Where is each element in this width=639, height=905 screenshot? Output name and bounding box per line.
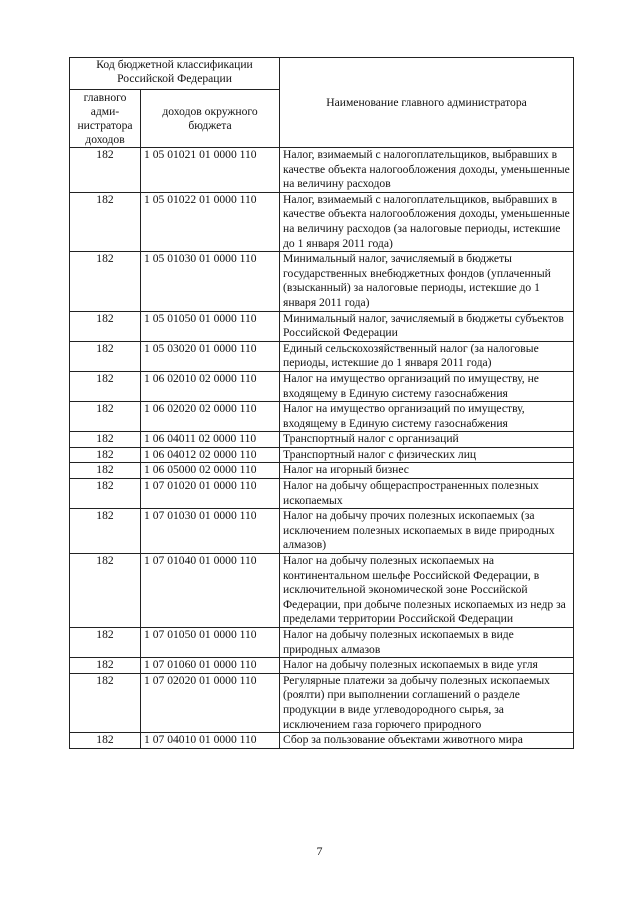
admin-code-cell: 182: [70, 252, 141, 311]
table-row: [70, 733, 574, 749]
administrator-name-cell: Налог на добычу полезных ископаемых в виде природных алмазов: [280, 628, 574, 658]
administrator-name-cell: Налог на добычу общераспространенных полезных ископаемых: [280, 479, 574, 509]
admin-code-cell: 182: [70, 447, 141, 463]
table-row: [70, 509, 574, 554]
table-row: [70, 148, 574, 193]
income-code-cell: 1 07 01050 01 0000 110: [141, 628, 280, 658]
admin-code-cell: 182: [70, 733, 141, 749]
header-row-group: [70, 58, 574, 90]
admin-code-cell: 182: [70, 479, 141, 509]
admin-code-cell: 182: [70, 554, 141, 628]
budget-classification-table: [69, 57, 574, 749]
header-income-cell: доходов окружного бюджета: [141, 90, 280, 148]
table-row: [70, 192, 574, 251]
admin-code-cell: 182: [70, 148, 141, 193]
table-body: [70, 58, 574, 749]
income-code-cell: 1 05 01022 01 0000 110: [141, 192, 280, 251]
income-code-cell: 1 05 01050 01 0000 110: [141, 311, 280, 341]
header-group-cell: Код бюджетной классификации Российской Федерации: [70, 58, 280, 90]
income-code-cell: 1 06 02010 02 0000 110: [141, 371, 280, 401]
table-row: [70, 341, 574, 371]
table-row: [70, 554, 574, 628]
table-row: [70, 311, 574, 341]
income-code-cell: 1 06 05000 02 0000 110: [141, 463, 280, 479]
admin-code-cell: 182: [70, 673, 141, 732]
administrator-name-cell: Налог на имущество организаций по имуществу, не входящему в Единую систему газоснабжения: [280, 371, 574, 401]
table-row: [70, 371, 574, 401]
income-code-cell: 1 06 04011 02 0000 110: [141, 432, 280, 448]
administrator-name-cell: Регулярные платежи за добычу полезных ископаемых (роялти) при выполнении соглашений о разделе продукции в виде углеводородного сырья, за исключением газа горючего природного: [280, 673, 574, 732]
administrator-name-cell: Минимальный налог, зачисляемый в бюджеты государственных внебюджетных фондов (уплаченный (взысканный) за налоговые периоды, истекшие до 1 января 2011 года): [280, 252, 574, 311]
income-code-cell: 1 06 02020 02 0000 110: [141, 402, 280, 432]
income-code-cell: 1 07 01060 01 0000 110: [141, 658, 280, 674]
income-code-cell: 1 06 04012 02 0000 110: [141, 447, 280, 463]
table-row: [70, 658, 574, 674]
table-row: [70, 628, 574, 658]
income-code-cell: 1 07 04010 01 0000 110: [141, 733, 280, 749]
income-code-cell: 1 07 01040 01 0000 110: [141, 554, 280, 628]
header-admin-cell: главного адми-нистратора доходов: [70, 90, 141, 148]
admin-code-cell: 182: [70, 311, 141, 341]
administrator-name-cell: Единый сельскохозяйственный налог (за налоговые периоды, истекшие до 1 января 2011 года): [280, 341, 574, 371]
table-row: [70, 463, 574, 479]
admin-code-cell: 182: [70, 371, 141, 401]
admin-code-cell: 182: [70, 402, 141, 432]
table-row: [70, 432, 574, 448]
admin-code-cell: 182: [70, 341, 141, 371]
table-row: [70, 447, 574, 463]
administrator-name-cell: Транспортный налог с физических лиц: [280, 447, 574, 463]
administrator-name-cell: Налог на добычу полезных ископаемых на континентальном шельфе Российской Федерации, в исключительной экономической зоне Российской Федерации, при добыче полезных ископаемых из недр за пределами территории Российской Федерации: [280, 554, 574, 628]
income-code-cell: 1 05 01021 01 0000 110: [141, 148, 280, 193]
admin-code-cell: 182: [70, 628, 141, 658]
income-code-cell: 1 07 02020 01 0000 110: [141, 673, 280, 732]
header-name-cell: Наименование главного администратора: [280, 58, 574, 148]
administrator-name-cell: Налог, взимаемый с налогоплательщиков, выбравших в качестве объекта налогообложения доходы, уменьшенные на величину расходов (за налоговые периоды, истекшие до 1 января 2011 года): [280, 192, 574, 251]
income-code-cell: 1 05 01030 01 0000 110: [141, 252, 280, 311]
income-code-cell: 1 05 03020 01 0000 110: [141, 341, 280, 371]
admin-code-cell: 182: [70, 463, 141, 479]
administrator-name-cell: Сбор за пользование объектами животного мира: [280, 733, 574, 749]
admin-code-cell: 182: [70, 509, 141, 554]
table-row: [70, 252, 574, 311]
admin-code-cell: 182: [70, 432, 141, 448]
table-row: [70, 402, 574, 432]
admin-code-cell: 182: [70, 658, 141, 674]
administrator-name-cell: Минимальный налог, зачисляемый в бюджеты субъектов Российской Федерации: [280, 311, 574, 341]
income-code-cell: 1 07 01030 01 0000 110: [141, 509, 280, 554]
administrator-name-cell: Налог на добычу прочих полезных ископаемых (за исключением полезных ископаемых в виде природных алмазов): [280, 509, 574, 554]
page-number: 7: [316, 844, 323, 858]
administrator-name-cell: Налог на добычу полезных ископаемых в виде угля: [280, 658, 574, 674]
table-row: [70, 673, 574, 732]
income-code-cell: 1 07 01020 01 0000 110: [141, 479, 280, 509]
administrator-name-cell: Налог на игорный бизнес: [280, 463, 574, 479]
administrator-name-cell: Налог на имущество организаций по имуществу, входящему в Единую систему газоснабжения: [280, 402, 574, 432]
admin-code-cell: 182: [70, 192, 141, 251]
administrator-name-cell: Транспортный налог с организаций: [280, 432, 574, 448]
table-row: [70, 479, 574, 509]
administrator-name-cell: Налог, взимаемый с налогоплательщиков, выбравших в качестве объекта налогообложения доходы, уменьшенные на величину расходов: [280, 148, 574, 193]
